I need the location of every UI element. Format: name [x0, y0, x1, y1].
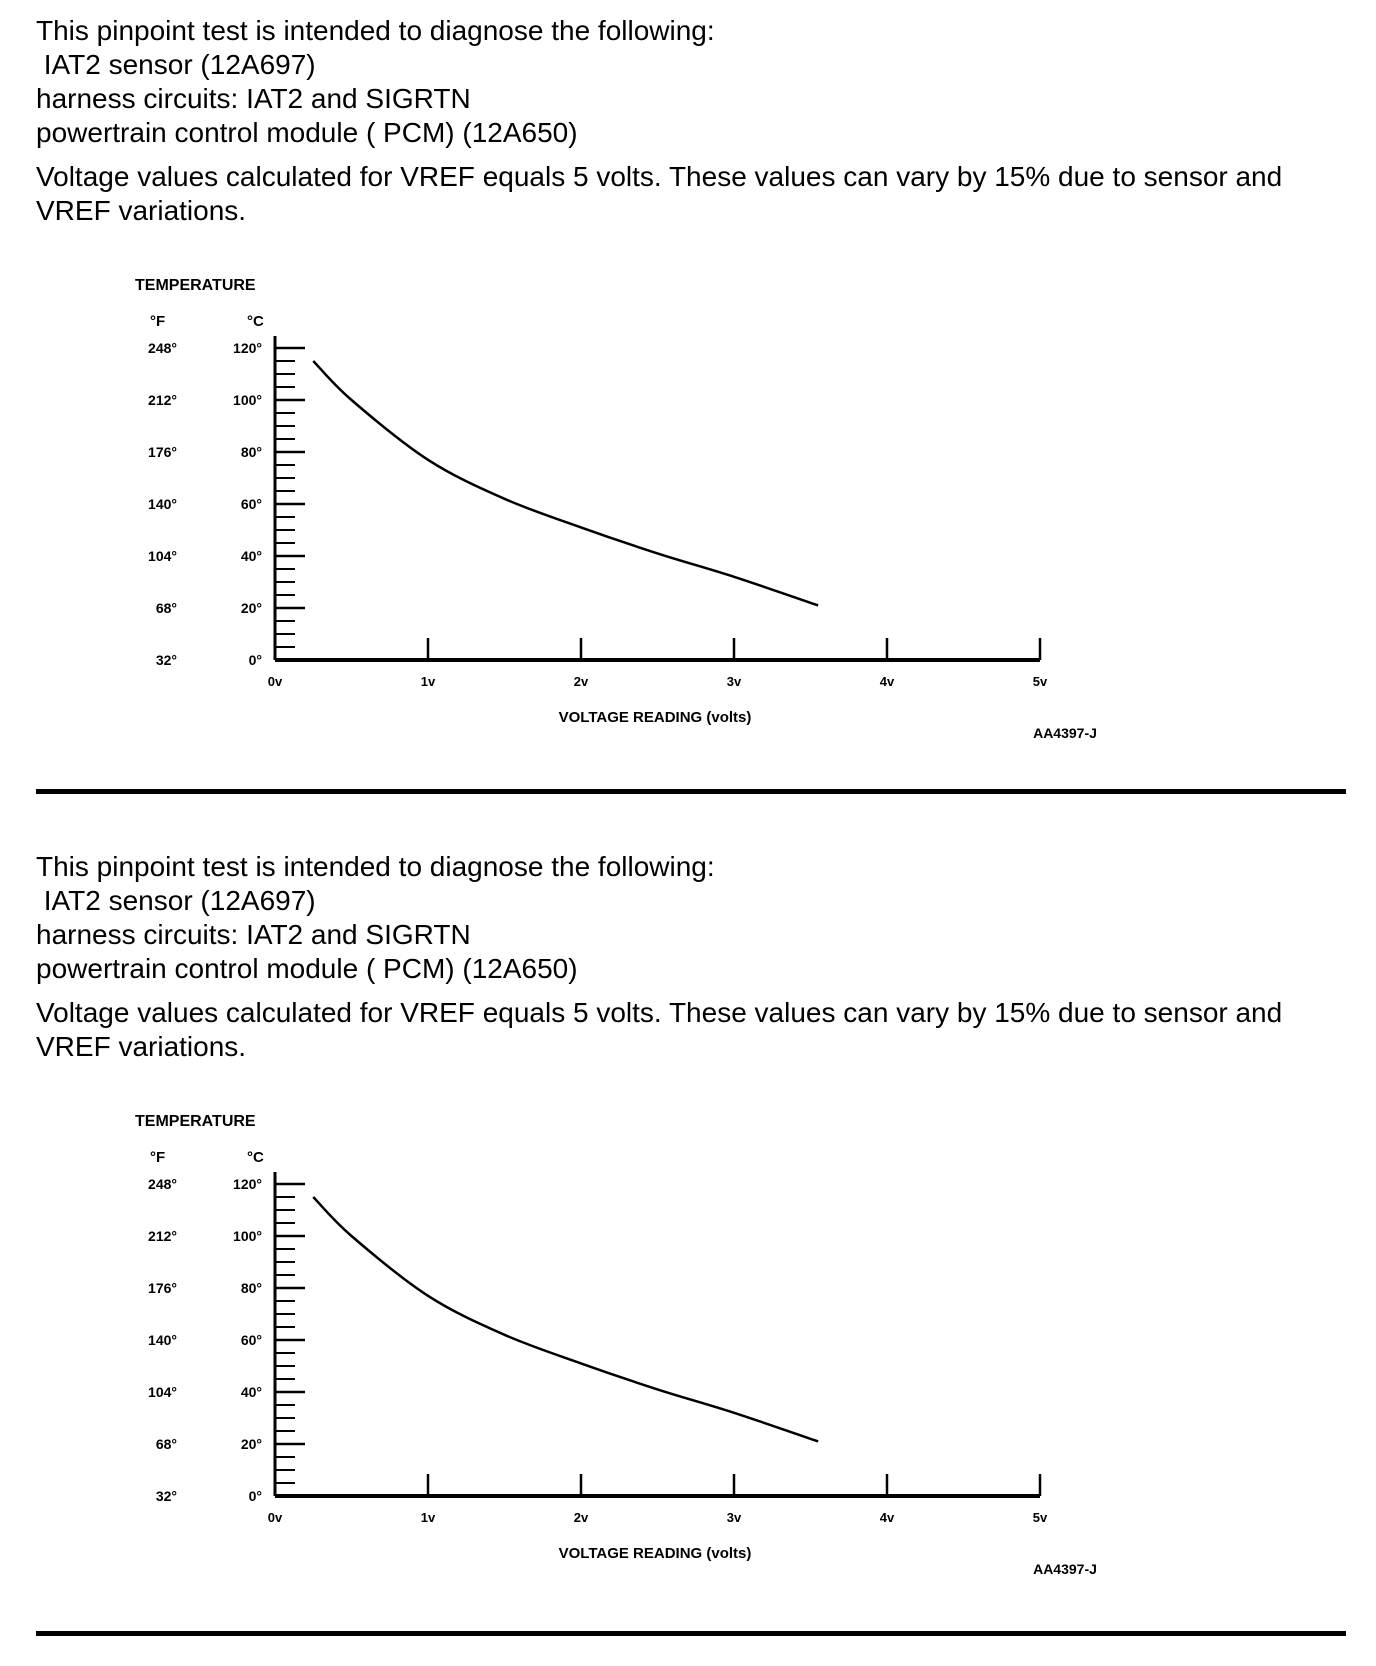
intro-text	[36, 850, 715, 986]
intro-item: IAT2 sensor (12A697)	[36, 49, 316, 80]
intro-item: IAT2 sensor (12A697)	[36, 885, 316, 916]
x-tick-label: 5v	[1032, 1510, 1048, 1525]
intro-text	[36, 14, 715, 150]
vref-note: Voltage values calculated for VREF equals 5 volts. These values can vary by 15% due to sensor and VREF variations.	[36, 161, 1283, 226]
chart-title: TEMPERATURE	[135, 1113, 256, 1130]
y-tick-label-f: 68°	[155, 600, 177, 616]
y-tick-label-c: 100°	[233, 392, 262, 408]
y-tick-label-c: 40°	[240, 548, 262, 564]
y-tick-label-c: 40°	[240, 1384, 262, 1400]
y-tick-label-c: 100°	[233, 1228, 262, 1244]
y-tick-label-f: 248°	[148, 340, 177, 356]
section-divider	[36, 789, 1346, 794]
y-tick-label-f: 32°	[155, 652, 177, 668]
y-tick-label-c: 0°	[248, 1488, 262, 1504]
y-tick-label-c: 60°	[240, 496, 262, 512]
y-unit-celsius: °C	[247, 313, 264, 330]
x-tick-label: 4v	[879, 674, 895, 689]
y-tick-label-c: 80°	[240, 1280, 262, 1296]
y-tick-label-f: 212°	[148, 1228, 177, 1244]
intro-item: powertrain control module ( PCM) (12A650)	[36, 117, 578, 148]
y-tick-label-c: 120°	[233, 1176, 262, 1192]
x-tick-label: 0v	[267, 1510, 283, 1525]
x-axis-label: VOLTAGE READING (volts)	[558, 1545, 752, 1562]
intro-item: harness circuits: IAT2 and SIGRTN	[36, 919, 471, 950]
temperature-voltage-chart	[0, 1096, 1376, 1596]
y-tick-label-f: 104°	[148, 548, 177, 564]
x-tick-label: 3v	[726, 1510, 742, 1525]
temperature-voltage-chart	[0, 260, 1376, 760]
y-tick-label-f: 140°	[148, 496, 177, 512]
y-tick-label-c: 20°	[240, 600, 262, 616]
y-tick-label-c: 120°	[233, 340, 262, 356]
y-tick-label-c: 60°	[240, 1332, 262, 1348]
intro-heading: This pinpoint test is intended to diagnose the following:	[36, 15, 715, 46]
y-tick-label-c: 80°	[240, 444, 262, 460]
figure-id: AA4397-J	[1033, 1561, 1097, 1577]
intro-item: harness circuits: IAT2 and SIGRTN	[36, 83, 471, 114]
y-tick-label-f: 140°	[148, 1332, 177, 1348]
x-tick-label: 2v	[573, 674, 589, 689]
figure-id: AA4397-J	[1033, 725, 1097, 741]
y-unit-fahrenheit: °F	[150, 1149, 166, 1166]
x-axis-label: VOLTAGE READING (volts)	[558, 709, 752, 726]
y-tick-label-f: 32°	[155, 1488, 177, 1504]
section-divider	[36, 1631, 1346, 1636]
y-tick-label-c: 0°	[248, 652, 262, 668]
x-tick-label: 4v	[879, 1510, 895, 1525]
x-tick-label: 5v	[1032, 674, 1048, 689]
series-line	[313, 1197, 818, 1441]
chart-title: TEMPERATURE	[135, 277, 256, 294]
y-tick-label-f: 68°	[155, 1436, 177, 1452]
intro-heading: This pinpoint test is intended to diagnose the following:	[36, 851, 715, 882]
y-unit-celsius: °C	[247, 1149, 264, 1166]
x-tick-label: 0v	[267, 674, 283, 689]
y-tick-label-f: 248°	[148, 1176, 177, 1192]
y-tick-label-f: 104°	[148, 1384, 177, 1400]
y-tick-label-f: 176°	[148, 444, 177, 460]
y-tick-label-f: 212°	[148, 392, 177, 408]
x-tick-label: 2v	[573, 1510, 589, 1525]
x-tick-label: 3v	[726, 674, 742, 689]
x-tick-label: 1v	[420, 1510, 436, 1525]
x-tick-label: 1v	[420, 674, 436, 689]
intro-item: powertrain control module ( PCM) (12A650)	[36, 953, 578, 984]
y-tick-label-f: 176°	[148, 1280, 177, 1296]
y-tick-label-c: 20°	[240, 1436, 262, 1452]
y-unit-fahrenheit: °F	[150, 313, 166, 330]
series-line	[313, 361, 818, 605]
vref-note: Voltage values calculated for VREF equals 5 volts. These values can vary by 15% due to sensor and VREF variations.	[36, 997, 1283, 1062]
